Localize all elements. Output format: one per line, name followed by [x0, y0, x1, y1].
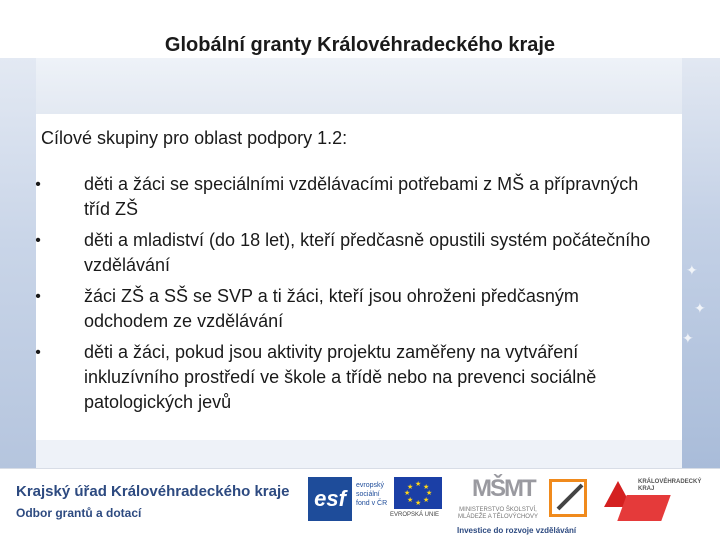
bullet-dot: •	[35, 176, 41, 193]
region-logo	[600, 473, 716, 537]
esf-text-line: fond v ČR	[356, 500, 388, 507]
region-text-line: KRÁLOVÉHRADECKÝ	[638, 479, 702, 485]
star-icon: ✦	[682, 330, 694, 346]
header-band	[36, 58, 682, 114]
bullet-dot: •	[35, 288, 41, 305]
eu-logo	[390, 477, 444, 521]
bullet-text: žáci ZŠ a SŠ se SVP a ti žáci, kteří jsou ohroženi předčasným odchodem ze vzdělávání	[84, 286, 579, 331]
bullet-item	[32, 340, 662, 415]
footer	[0, 468, 720, 540]
bullet-dot: •	[35, 232, 41, 249]
star-icon: ✦	[694, 300, 706, 316]
region-text-line: KRAJ	[638, 486, 655, 492]
investment-slogan: Investice do rozvoje vzdělávání	[457, 526, 577, 535]
msmt-text	[450, 507, 546, 521]
eu-text: EVROPSKÁ UNIE	[390, 512, 440, 518]
bullet-item	[32, 172, 662, 222]
bullet-text: děti a žáci, pokud jsou aktivity projektu zaměřeny na vytváření inkluzívního prostředí ve škole a třídě nebo na prevenci sociálně patologických jevů	[84, 342, 597, 412]
esf-logo	[308, 477, 392, 521]
subheading: Cílové skupiny pro oblast podpory 1.2:	[41, 128, 348, 148]
msmt-text-line: MLÁDEŽE A TĚLOVÝCHOVY	[458, 514, 538, 520]
bullet-text: děti a žáci se speciálními vzdělávacími potřebami z MŠ a přípravných tříd ZŠ	[84, 174, 639, 219]
slide-title: Globální granty Královéhradeckého kraje	[164, 34, 556, 56]
star-icon: ✦	[686, 262, 698, 278]
msmt-logo	[450, 475, 540, 523]
region-text	[638, 479, 701, 493]
msmt-mark: MŠMT	[472, 475, 535, 502]
bullet-dot: •	[35, 344, 41, 361]
background-left-gradient	[0, 58, 36, 468]
footer-department: Odbor grantů a dotací	[16, 506, 142, 520]
msmt-text-line: MINISTERSTVO ŠKOLSTVÍ,	[459, 507, 537, 513]
footer-band	[36, 440, 682, 468]
esf-text-line: evropský	[356, 482, 385, 489]
bullet-text: děti a mladiství (do 18 let), kteří předčasně opustili systém počátečního vzdělávání	[84, 230, 651, 275]
esf-text-line: sociální	[356, 491, 380, 498]
eu-flag-icon: ★ ★ ★ ★ ★ ★ ★ ★	[394, 477, 442, 509]
footer-office-name: Krajský úřad Královéhradeckého kraje	[16, 483, 290, 500]
region-shape-icon	[617, 495, 670, 521]
bullet-item	[32, 228, 662, 278]
esf-text	[356, 481, 387, 508]
esf-mark: esf	[308, 477, 352, 521]
bullet-list	[32, 172, 662, 421]
bullet-item	[32, 284, 662, 334]
opvk-logo	[545, 475, 595, 523]
